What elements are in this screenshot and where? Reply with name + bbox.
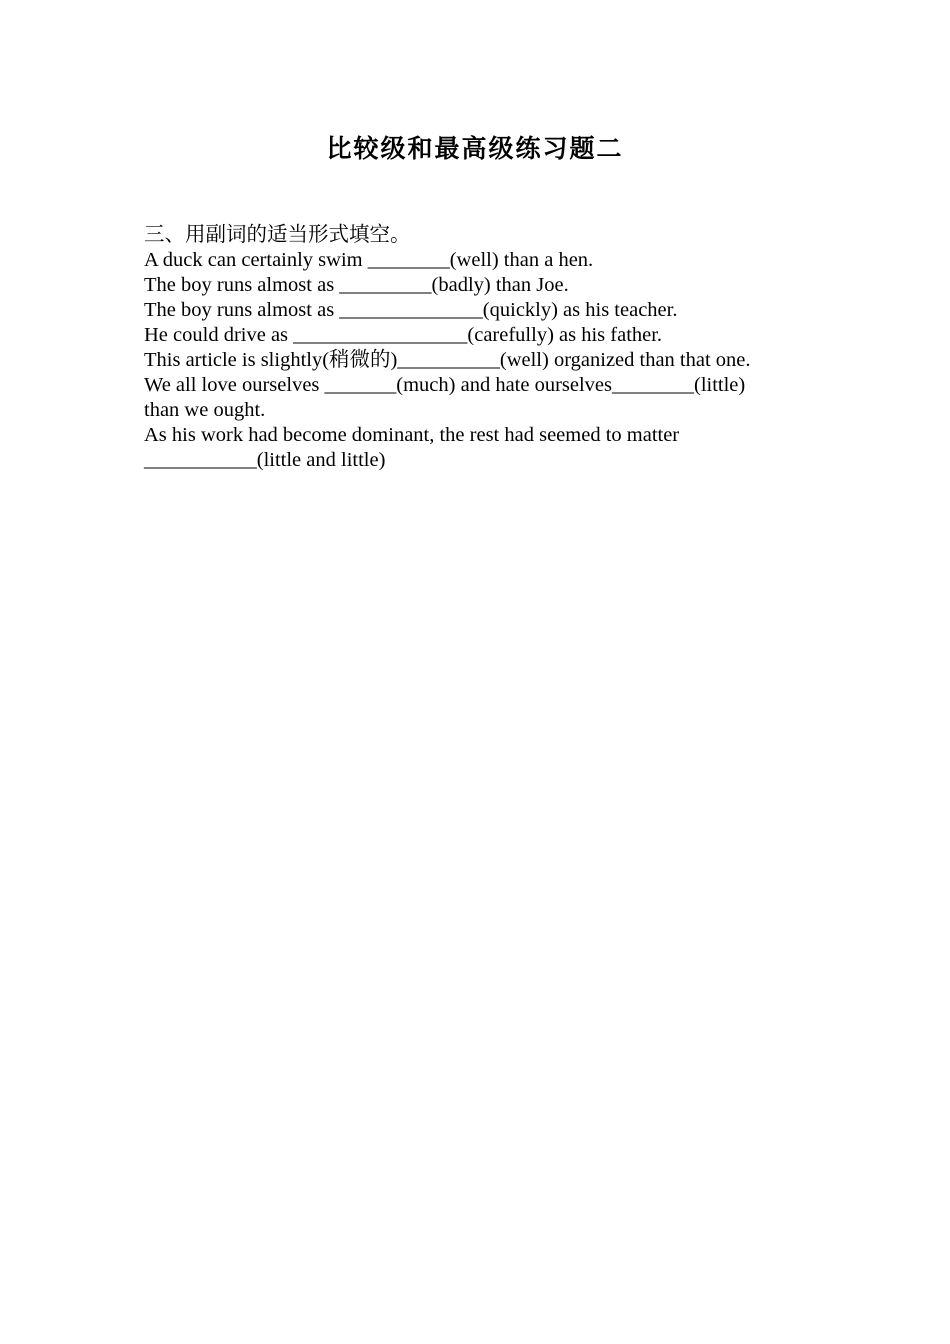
exercise-line-continuation: than we ought. [144,399,266,421]
exercise-line: We all love ourselves _______(much) and hate ourselves________(little) [144,374,746,396]
exercise-body [144,223,824,473]
exercise-line-continuation: ___________(little and little) [144,449,386,471]
exercise-line: The boy runs almost as _________(badly) than Joe. [144,274,569,296]
exercise-line: This article is slightly(稍微的)__________(well) organized than that one. [144,349,751,371]
page-title: 比较级和最高级练习题二 [326,136,624,163]
exercise-line: A duck can certainly swim ________(well) than a hen. [144,249,594,271]
exercise-line: The boy runs almost as ______________(quickly) as his teacher. [144,299,678,321]
exercise-line: He could drive as _________________(carefully) as his father. [144,324,663,346]
section-heading: 三、用副词的适当形式填空。 [144,224,411,246]
exercise-line: As his work had become dominant, the rest had seemed to matter [144,424,680,446]
